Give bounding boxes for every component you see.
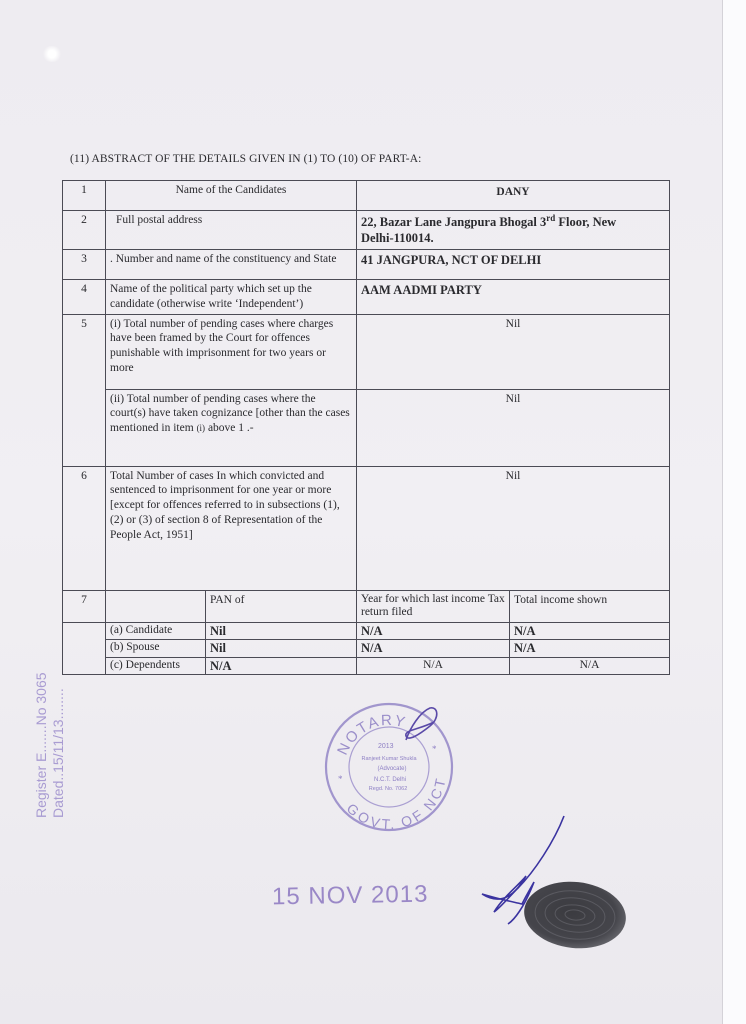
- row-number: 6: [63, 466, 106, 590]
- address-line2: Delhi-110014.: [361, 231, 434, 246]
- address-line1: 22, Bazar Lane Jangpura Bhogal 3: [361, 215, 547, 230]
- candidate-label: (a) Candidate: [106, 623, 206, 640]
- pending-cases-charges-label: (i) Total number of pending cases where charges have been framed by the Court for offences punishable with imprisonment for two years or more: [106, 314, 357, 389]
- svg-text:GOVT. OF NCT: [344, 776, 449, 832]
- table-row: [63, 181, 670, 211]
- table-row: [63, 249, 670, 279]
- candidate-name: DANY: [357, 181, 670, 211]
- star-icon: *: [338, 774, 343, 784]
- pending-cases-cognizance-value: Nil: [357, 389, 670, 466]
- cognizance-text-small: (i): [196, 423, 206, 434]
- postal-address-value: [357, 211, 670, 250]
- table-row: [63, 314, 670, 389]
- stamp-regd: Regd. No. 7062: [368, 786, 408, 792]
- year-header: Year for which last income Tax return filed: [357, 590, 510, 623]
- party-value: AAM AADMI PARTY: [357, 279, 670, 314]
- register-note: [6, 640, 106, 820]
- candidates-label: Name of the Candidates: [106, 181, 357, 211]
- spouse-year: N/A: [357, 640, 510, 657]
- address-sup: rd: [546, 213, 556, 223]
- row-number: 5: [63, 314, 106, 466]
- star-icon: *: [432, 744, 437, 754]
- table-row: [63, 657, 670, 674]
- cognizance-text-a: (ii) Total number of pending cases where the court(s) have taken cognizance [other than the cases mentioned in item: [110, 392, 350, 435]
- constituency-value: 41 JANGPURA, NCT OF DELHI: [357, 249, 670, 279]
- dated-line: Dated..15/11/13........: [50, 688, 66, 818]
- pan-header: PAN of: [206, 590, 357, 623]
- dependents-year: N/A: [357, 657, 510, 674]
- convicted-cases-label: Total Number of cases In which convicted and sentenced to imprisonment for one year or more [except for offences referred to in subsections (1), (2) or (3) of section 8 of Representation of the People Act, 1951]: [106, 466, 357, 590]
- stamp-year: 2013: [378, 743, 394, 750]
- constituency-label: . Number and name of the constituency and State: [106, 249, 357, 279]
- candidate-income: N/A: [510, 623, 670, 640]
- table-row: [63, 640, 670, 657]
- pending-cases-charges-value: Nil: [357, 314, 670, 389]
- stamp-bottom-text: GOVT. OF NCT: [343, 776, 449, 833]
- abstract-table: [62, 180, 670, 675]
- table-row: [63, 389, 670, 466]
- convicted-cases-value: Nil: [357, 466, 670, 590]
- postal-address-label: Full postal address: [106, 211, 357, 250]
- date-stamp: 15 NOV 2013: [271, 880, 429, 911]
- table-row: [63, 623, 670, 640]
- row-number: 4: [63, 279, 106, 314]
- empty-cell: [63, 623, 106, 640]
- address-line1-end: Floor, New: [555, 215, 617, 230]
- row-number: 3: [63, 249, 106, 279]
- candidate-pan: Nil: [206, 623, 357, 640]
- row-number: 7: [63, 590, 106, 623]
- notary-stamp: [322, 700, 456, 834]
- dependents-pan: N/A: [206, 657, 357, 674]
- spouse-income: N/A: [510, 640, 670, 657]
- stamp-region: N.C.T. Delhi: [373, 777, 407, 783]
- spouse-label: (b) Spouse: [106, 640, 206, 657]
- empty-cell: [106, 590, 206, 623]
- spouse-pan: Nil: [206, 640, 357, 657]
- thumbprint-icon: [520, 877, 630, 955]
- stamp-name: Ranjeet Kumar Shukla: [361, 756, 417, 762]
- stamp-role: (Advocate): [377, 766, 407, 772]
- table-row: [63, 466, 670, 590]
- abstract-heading: (11) ABSTRACT OF THE DETAILS GIVEN IN (1) TO (10) OF PART-A:: [70, 153, 422, 165]
- row-number: 1: [63, 181, 106, 211]
- table-row: [63, 211, 670, 250]
- register-line: Register E.......No 3065: [33, 672, 49, 818]
- table-row: [63, 590, 670, 623]
- page-edge: [722, 0, 746, 1024]
- party-label: Name of the political party which set up the candidate (otherwise write ‘Independent’): [106, 279, 357, 314]
- svg-text:NOTARY: [334, 712, 408, 758]
- candidate-year: N/A: [357, 623, 510, 640]
- cognizance-text-b: above 1 .-: [205, 422, 254, 435]
- row-number: 2: [63, 211, 106, 250]
- table-row: [63, 279, 670, 314]
- paper-smudge: [42, 46, 62, 62]
- stamp-top-text: NOTARY: [334, 711, 409, 758]
- income-header: Total income shown: [510, 590, 670, 623]
- dependents-income: N/A: [510, 657, 670, 674]
- dependents-label: (c) Dependents: [106, 657, 206, 674]
- pending-cases-cognizance-label: [106, 389, 357, 466]
